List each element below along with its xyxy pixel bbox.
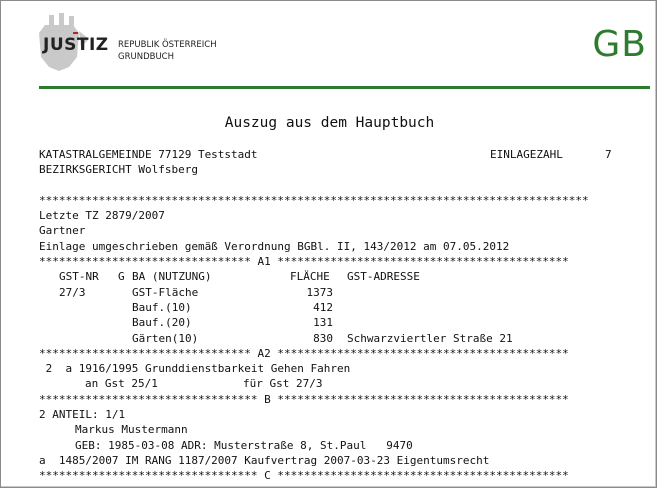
justiz-logo-text: JUSTIZ <box>43 35 109 55</box>
separator-line: *********************************************************************************** <box>39 193 589 207</box>
nutzung: Bauf.(20) <box>132 316 192 330</box>
a1-row <box>39 315 589 330</box>
section-b-separator: ********************************* B ******************************************** <box>39 392 569 406</box>
umschreibung-note: Einlage umgeschrieben gemäß Verordnung BGBl. II, 143/2012 am 07.05.2012 <box>39 239 510 253</box>
ownership-entry: a 1485/2007 IM RANG 1187/2007 Kaufvertrag 2007-03-23 Eigentumsrecht <box>39 453 490 467</box>
section-c-separator: ********************************* C ******************************************** <box>39 469 569 483</box>
col-flaeche: FLÄCHE <box>290 270 330 284</box>
a1-row <box>39 331 589 346</box>
nutzung: Gärten(10) <box>132 331 199 345</box>
flaeche: 1373 <box>306 285 333 299</box>
einlagezahl-label: EINLAGEZAHL <box>490 148 563 161</box>
katastralgemeinde: KATASTRALGEMEINDE 77129 Teststadt <box>39 148 258 161</box>
logo-accent-bar <box>73 32 78 34</box>
gb-brand: GB <box>592 24 647 65</box>
a2-entry: 2 a 1916/1995 Grunddienstbarkeit Gehen Fahren <box>39 362 351 376</box>
header-divider <box>39 86 650 89</box>
a1-header-row <box>39 269 589 284</box>
flaeche: 131 <box>313 316 333 330</box>
flaeche: 412 <box>313 300 333 314</box>
a1-row <box>39 300 589 315</box>
col-gst-nr: GST-NR <box>59 270 99 284</box>
blank-line <box>39 178 589 193</box>
republic-label: REPUBLIK ÖSTERREICH <box>118 40 217 50</box>
flaeche: 830 <box>313 331 333 345</box>
owner-name: Markus Mustermann <box>75 423 188 437</box>
gst-nr: 27/3 <box>59 285 86 299</box>
owner-details: GEB: 1985-03-08 ADR: Musterstraße 8, St.Paul 9470 <box>75 438 413 452</box>
a1-row <box>39 285 589 300</box>
einlage-name: Gartner <box>39 224 86 238</box>
letzte-tz: Letzte TZ 2879/2007 <box>39 209 165 223</box>
col-gst-adresse: GST-ADRESSE <box>347 270 420 284</box>
page-title: Auszug aus dem Hauptbuch <box>224 115 435 131</box>
a2-entry-detail <box>39 376 589 391</box>
gst-adresse: Schwarzviertler Straße 21 <box>347 331 513 345</box>
an-gst: an Gst 25/1 <box>85 377 158 391</box>
katastralgemeinde-line <box>39 147 612 162</box>
issuer <box>118 39 217 63</box>
fuer-gst: für Gst 27/3 <box>243 377 323 391</box>
registry-label: GRUNDBUCH <box>118 52 174 62</box>
col-g: G <box>118 270 125 284</box>
register-extract <box>39 147 612 484</box>
einlagezahl-value: 7 <box>605 148 612 161</box>
col-ba-nutzung: BA (NUTZUNG) <box>132 270 212 284</box>
nutzung: GST-Fläche <box>132 285 199 299</box>
section-a1-separator: ******************************** A1 ******************************************** <box>39 255 569 269</box>
nutzung: Bauf.(10) <box>132 300 192 314</box>
bezirksgericht: BEZIRKSGERICHT Wolfsberg <box>39 163 198 177</box>
anteil: 2 ANTEIL: 1/1 <box>39 408 126 422</box>
section-a2-separator: ******************************** A2 ******************************************** <box>39 346 569 360</box>
